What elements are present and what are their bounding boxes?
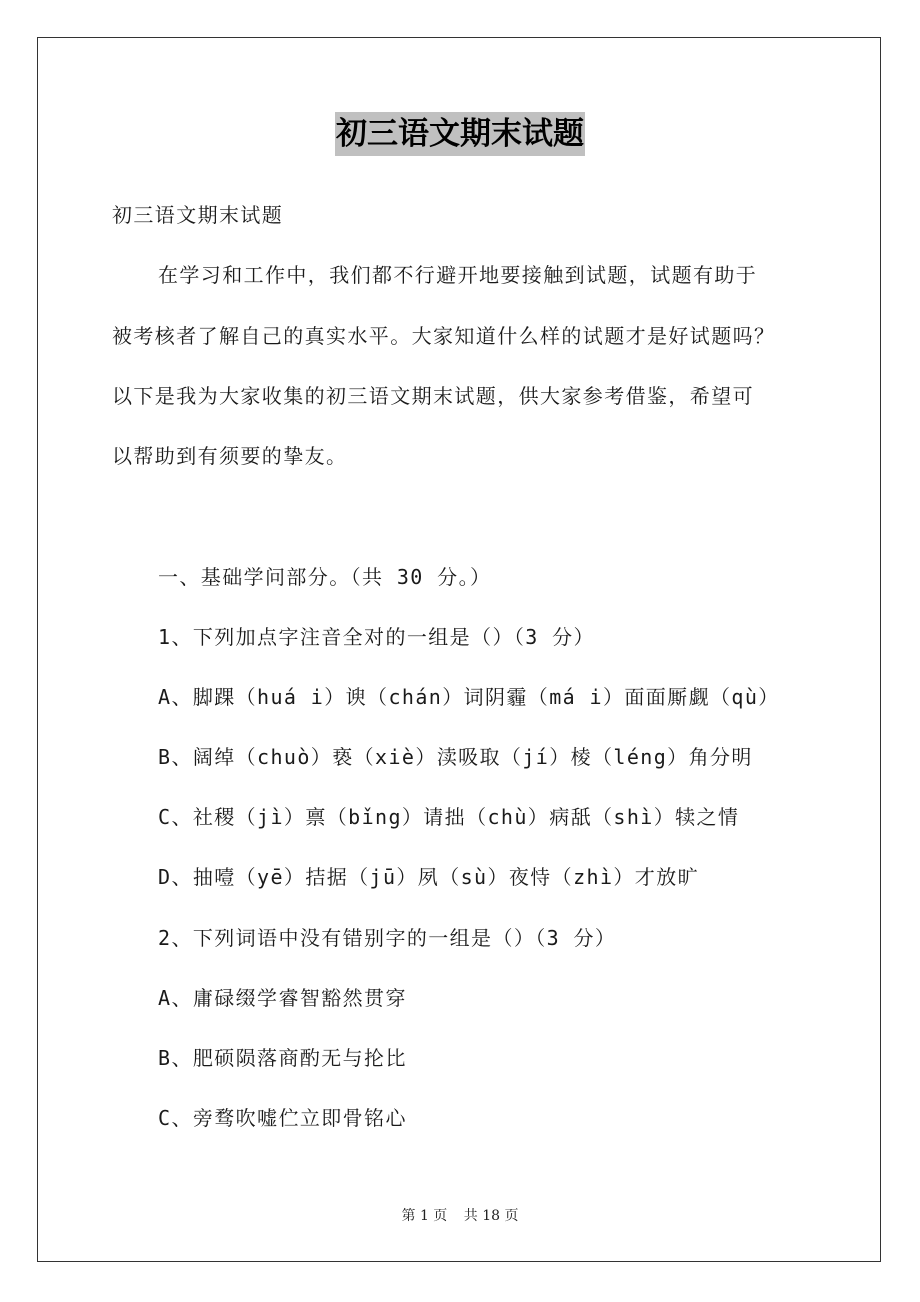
intro-paragraph-line: 以帮助到有须要的挚友。 [112, 444, 348, 468]
intro-paragraph-line: 被考核者了解自己的真实水平。大家知道什么样的试题才是好试题吗？ [112, 324, 776, 348]
question-option: A、脚踝（huá i）谀（chán）词阴霾（má i）面面厮觑（qù） [158, 685, 780, 709]
section-heading: 一、基础学问部分。（共 30 分。） [158, 565, 492, 589]
question-option: C、旁骛吹嘘伫立即骨铭心 [158, 1106, 407, 1130]
question-option: C、社稷（jì）禀（bǐng）请拙（chù）病舐（shì）犊之情 [158, 805, 740, 829]
question-option: D、抽噎（yē）拮据（jū）夙（sù）夜恃（zhì）才放旷 [158, 865, 700, 889]
question-option: B、肥硕陨落商酌无与抡比 [158, 1046, 407, 1070]
intro-paragraph-line: 在学习和工作中，我们都不行避开地要接触到试题，试题有助于 [158, 263, 758, 287]
question-stem: 1、下列加点字注音全对的一组是（）（3 分） [158, 625, 595, 649]
question-stem: 2、下列词语中没有错别字的一组是（）（3 分） [158, 926, 617, 950]
title-container [0, 112, 920, 156]
document-title: 初三语文期末试题 [335, 112, 585, 156]
document-subtitle: 初三语文期末试题 [112, 203, 284, 227]
page-total: 共 18 页 [463, 1208, 519, 1224]
page-number: 第 1 页 [401, 1208, 448, 1224]
page-footer [0, 1205, 920, 1225]
question-option: A、庸碌缀学睿智豁然贯穿 [158, 986, 407, 1010]
question-option: B、阔绰（chuò）亵（xiè）渎吸取（jí）棱（léng）角分明 [158, 745, 753, 769]
intro-paragraph-line: 以下是我为大家收集的初三语文期末试题，供大家参考借鉴，希望可 [112, 384, 754, 408]
